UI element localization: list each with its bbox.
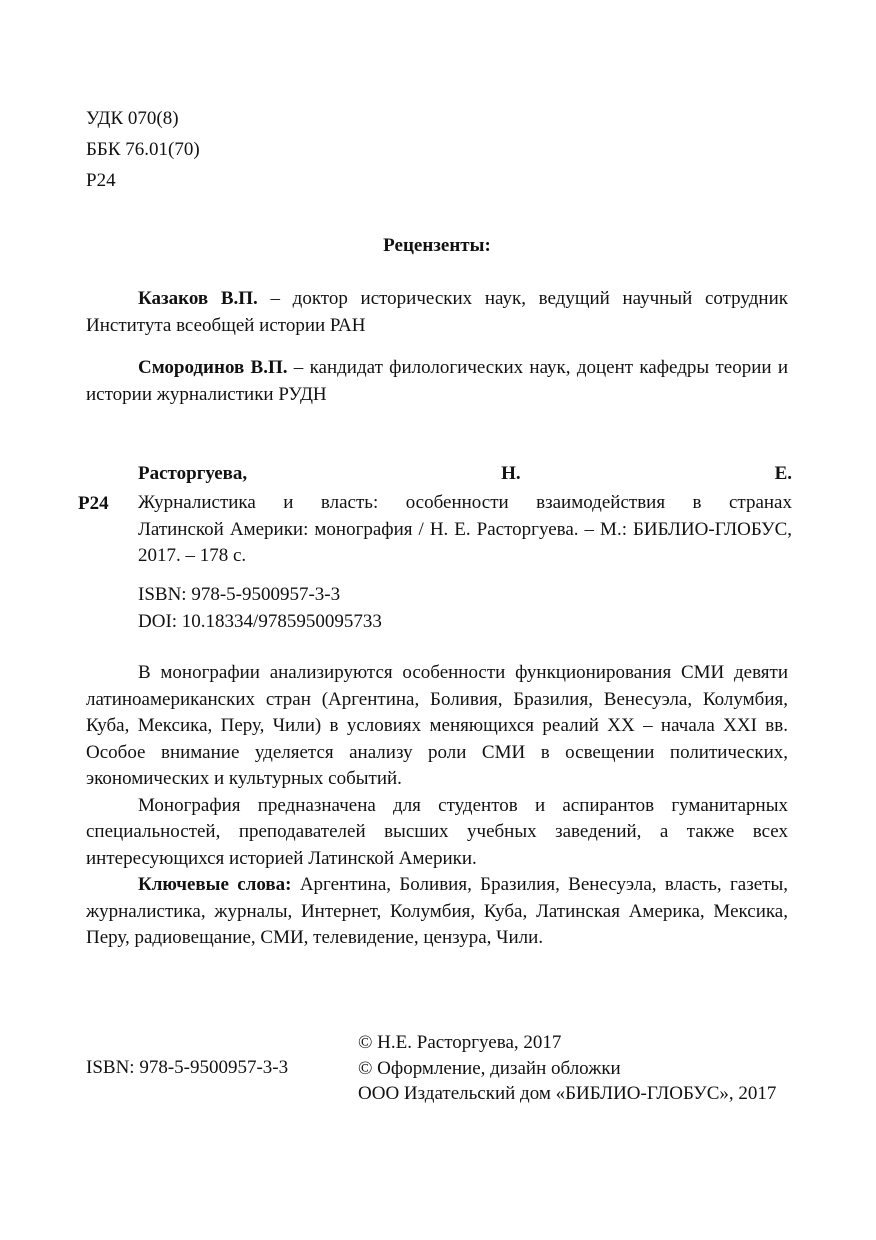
reviewers-heading: Рецензенты:	[383, 235, 491, 256]
author-line	[138, 461, 792, 488]
bibliographic-rest: Латинской Америки: монография / Н. Е. Расторгуева. – М.: БИБЛИО-ГЛОБУС, 2017. – 178 с.	[138, 518, 792, 566]
doi-line: DOI: 10.18334/9785950095733	[138, 611, 382, 632]
author-initial-first: Н.	[501, 463, 521, 484]
publisher-line: ООО Издательский дом «БИБЛИО-ГЛОБУС», 2017	[358, 1083, 777, 1104]
footer-isbn: ISBN: 978-5-9500957-3-3	[86, 1057, 289, 1078]
reviewer-1	[86, 286, 788, 339]
isbn-line: ISBN: 978-5-9500957-3-3	[138, 584, 341, 605]
reviewer-1-name: Казаков В.П.	[138, 288, 258, 309]
catalog-code: Р24	[78, 493, 109, 514]
abstract-paragraph-2: Монография предназначена для студентов и аспирантов гуманитарных специальностей, преподавателей высших учебных заведений, а также всех интересующихся историей Латинской Америки.	[86, 794, 788, 869]
copyright-author: © Н.Е. Расторгуева, 2017	[358, 1032, 562, 1053]
reviewer-2-name: Смородинов В.П.	[138, 357, 288, 378]
bbk-code: ББК 76.01(70)	[86, 139, 200, 160]
abstract-paragraph-1: В монографии анализируются особенности функционирования СМИ девяти латиноамериканских стран (Аргентина, Боливия, Бразилия, Венесуэла, Колумбия, Куба, Мексика, Перу, Чили) в условиях меняющихся реалий XX – начала XXI вв. Особое внимание уделяется анализу роли СМИ в освещении политических, экономических и культурных событий.	[86, 662, 788, 789]
classification-block	[86, 103, 200, 196]
reviewer-2-text: – кандидат филологических наук, доцент кафедры теории и истории журналистики РУДН	[86, 357, 788, 405]
copyright-block	[358, 1030, 776, 1107]
bibliographic-title-line: Журналистика и власть: особенности взаимодействия в странах	[138, 492, 792, 513]
author-initial-second: Е.	[774, 463, 792, 484]
reviewer-1-text: – доктор исторических наук, ведущий научный сотрудник Института всеобщей истории РАН	[86, 288, 788, 336]
copyright-design: © Оформление, дизайн обложки	[358, 1057, 621, 1079]
author-surname: Расторгуева,	[138, 463, 248, 484]
abstract	[86, 660, 788, 952]
identifiers	[138, 581, 382, 635]
bibliographic-description	[138, 490, 792, 570]
keywords-paragraph	[86, 872, 788, 952]
reviewer-2	[86, 355, 788, 408]
author-mark: Р24	[86, 170, 116, 191]
keywords-label: Ключевые слова:	[138, 874, 292, 895]
keywords-list: Аргентина, Боливия, Бразилия, Венесуэла, власть, газеты, журналистика, журналы, Интернет, Колумбия, Куба, Латинская Америка, Мексика, Перу, радиовещание, СМИ, телевидение, цензура, Чили.	[86, 874, 789, 948]
udk-code: УДК 070(8)	[86, 108, 179, 129]
